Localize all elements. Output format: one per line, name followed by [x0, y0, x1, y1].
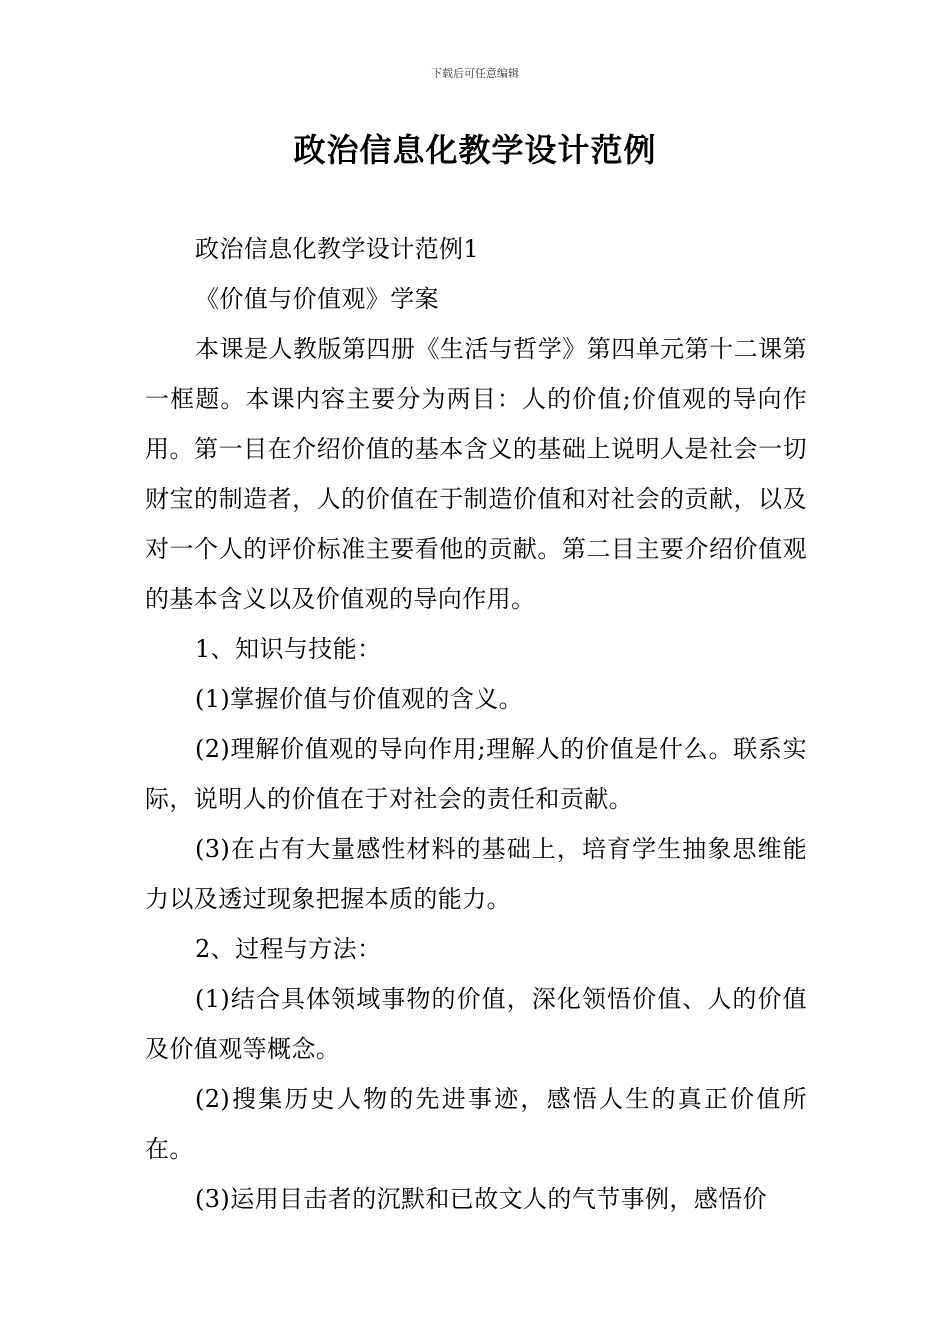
section-heading-process-method: 2、过程与方法：	[195, 935, 382, 963]
intro-paragraph: 本课是人教版第四册《生活与哲学》第四单元第十二课第一框题。本课内容主要分为两目：人的价值;价值观的导向作用。第一目在介绍价值的基本含义的基础上说明人是社会一切财宝的制造者，人的价值在于制造价值和对社会的贡献，以及对一个人的评价标准主要看他的贡献。第二目主要介绍价值观的基本含义以及价值观的导向作用。	[145, 335, 807, 613]
list-item-2-1: (1)结合具体领域事物的价值，深化领悟价值、人的价值及价值观等概念。	[145, 985, 807, 1063]
document-body	[145, 224, 807, 1224]
document-title: 政治信息化教学设计范例	[293, 131, 657, 169]
list-item-1-2: (2)理解价值观的导向作用;理解人的价值是什么。联系实际，说明人的价值在于对社会的责任和贡献。	[145, 735, 807, 813]
list-item-2-3: (3)运用目击者的沉默和已故文人的气节事例，感悟价	[195, 1185, 767, 1213]
list-item-2-2: (2)搜集历史人物的先进事迹，感悟人生的真正价值所在。	[145, 1085, 807, 1163]
subtitle-example-1: 政治信息化教学设计范例1	[195, 235, 480, 263]
section-heading-knowledge-skills: 1、知识与技能：	[195, 635, 382, 663]
header-note: 下载后可任意编辑	[431, 67, 519, 80]
list-item-1-3: (3)在占有大量感性材料的基础上，培育学生抽象思维能力以及透过现象把握本质的能力。	[145, 835, 807, 913]
lesson-plan-title: 《价值与价值观》学案	[195, 285, 439, 313]
list-item-1-1: (1)掌握价值与价值观的含义。	[195, 685, 523, 713]
